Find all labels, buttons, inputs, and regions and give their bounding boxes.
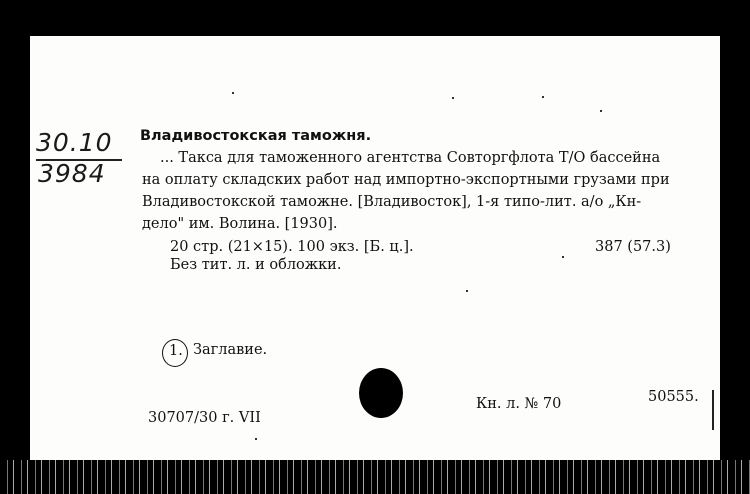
body-line-3: Владивостокской таможне. [Владивосток], 1-я типо-лит. а/о „Кн- <box>142 194 642 210</box>
scan-border-bottom <box>0 460 750 494</box>
scan-speck <box>255 438 257 440</box>
subject-number: 1. <box>169 343 183 359</box>
note: Без тит. л. и обложки. <box>170 257 342 273</box>
entry-number: 387 (57.3) <box>595 239 671 255</box>
scan-speck <box>452 97 454 99</box>
scan-speck <box>562 256 564 258</box>
card-heading: Владивостокская таможня. <box>140 128 372 144</box>
subject-heading: Заглавие. <box>193 342 268 358</box>
body-line-1: ... Такса для таможенного агентства Совторгфлота Т/О бассейна <box>160 150 661 166</box>
body-line-2: на оплату складских работ над импортно-экспортными грузами при <box>142 172 670 188</box>
scan-border-top <box>0 0 750 36</box>
scan-speck <box>542 96 544 98</box>
footer-code: 50555. <box>648 389 699 405</box>
body-line-4: дело" им. Волина. [1930]. <box>142 216 338 232</box>
footer-order-number: 30707/30 г. VII <box>148 410 261 426</box>
call-number-top: 30.10 <box>36 128 113 157</box>
call-number-bottom: 3984 <box>38 159 106 188</box>
footer-registry-number: Кн. л. № 70 <box>476 396 562 412</box>
scan-speck <box>232 92 234 94</box>
scan-speck <box>466 290 468 292</box>
card-edge-mark <box>700 390 714 430</box>
punch-hole <box>359 368 403 418</box>
physical-description: 20 стр. (21×15). 100 экз. [Б. ц.]. <box>170 239 414 255</box>
scan-speck <box>600 110 602 112</box>
